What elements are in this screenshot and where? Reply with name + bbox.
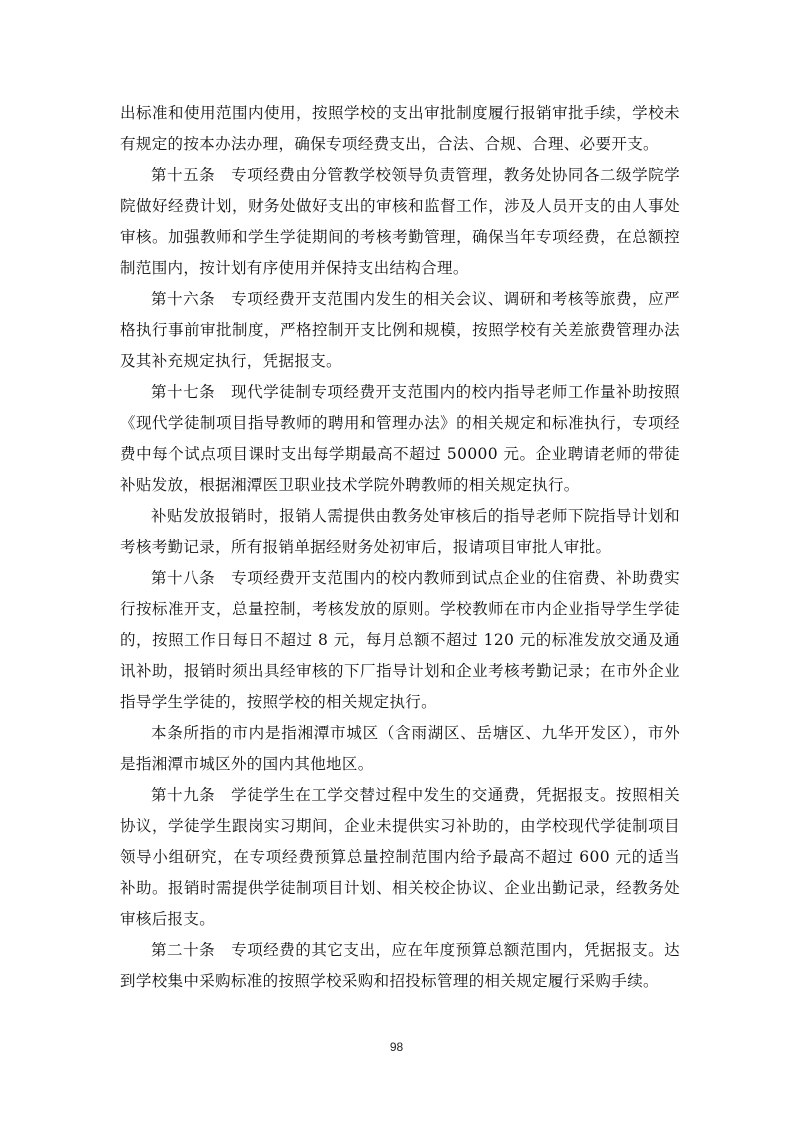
page-number: 98	[389, 1040, 404, 1054]
document-body	[120, 98, 680, 997]
paragraph-city-definition: 本条所指的市内是指湘潭市城区（含雨湖区、岳塘区、九华开发区），市外是指湘潭市城区外的国内其他地区。	[120, 724, 680, 773]
paragraph-article-16: 第十六条 专项经费开支范围内发生的相关会议、调研和考核等旅费，应严格执行事前审批制度，严格控制开支比例和规模，按照学校有关差旅费管理办法及其补充规定执行，凭据报支。	[120, 290, 680, 370]
paragraph-subsidy-reimbursement: 补贴发放报销时，报销人需提供由教务处审核后的指导老师下院指导计划和考核考勤记录，所有报销单据经财务处初审后，报请项目审批人审批。	[120, 507, 680, 556]
paragraph-article-18: 第十八条 专项经费开支范围内的校内教师到试点企业的住宿费、补助费实行按标准开支，总量控制，考核发放的原则。学校教师在市内企业指导学生学徒的，按照工作日每日不超过 8 元，每月总额不超过 120 元的标准发放交通及通讯补助，报销时须出具经审核的下厂指导计划和企业考核考勤记录；在市外企业指导学生学徒的，按照学校的相关规定执行。	[120, 569, 680, 711]
paragraph-article-15: 第十五条 专项经费由分管教学校领导负责管理，教务处协同各二级学院学院做好经费计划，财务处做好支出的审核和监督工作，涉及人员开支的由人事处审核。加强教师和学生学徒期间的考核考勤管理，确保当年专项经费，在总额控制范围内，按计划有序使用并保持支出结构合理。	[120, 166, 680, 277]
paragraph-article-20: 第二十条 专项经费的其它支出，应在年度预算总额范围内，凭据报支。达到学校集中采购标准的按照学校采购和招投标管理的相关规定履行采购手续。	[120, 941, 680, 990]
paragraph-article-19: 第十九条 学徒学生在工学交替过程中发生的交通费，凭据报支。按照相关协议，学徒学生跟岗实习期间，企业未提供实习补助的，由学校现代学徒制项目领导小组研究，在专项经费预算总量控制范围内给予最高不超过 600 元的适当补助。报销时需提供学徒制项目计划、相关校企协议、企业出勤记录，经教务处审核后报支。	[120, 786, 680, 928]
paragraph-continuation: 出标准和使用范围内使用，按照学校的支出审批制度履行报销审批手续，学校未有规定的按本办法办理，确保专项经费支出，合法、合规、合理、必要开支。	[120, 104, 680, 153]
paragraph-article-17: 第十七条 现代学徒制专项经费开支范围内的校内指导老师工作量补助按照《现代学徒制项目指导教师的聘用和管理办法》的相关规定和标准执行，专项经费中每个试点项目课时支出每学期最高不超过 50000 元。企业聘请老师的带徒补贴发放，根据湘潭医卫职业技术学院外聘教师的相关规定执行。	[120, 383, 680, 494]
